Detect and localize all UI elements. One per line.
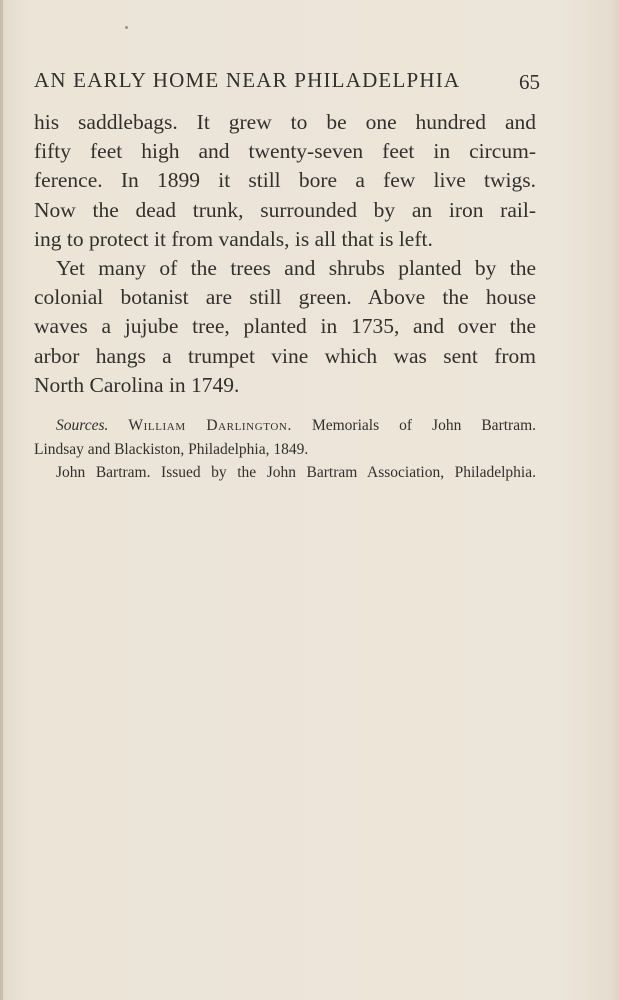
body-line: his saddlebags. It grew to be one hundred and <box>34 110 536 134</box>
body-line: North Carolina in 1749. <box>34 372 240 397</box>
sources-label: Sources. <box>56 417 109 434</box>
sources-title: Memorials of John Bartram. <box>311 417 537 434</box>
body-line: ing to protect it from vandals, is all that is left. <box>34 226 433 251</box>
body-line: ference. In 1899 it still bore a few live twigs. <box>34 168 536 193</box>
sources-section <box>34 414 536 485</box>
body-line: Yet many of the trees and shrubs planted by the <box>56 255 536 280</box>
sources-line: John Bartram. Issued by the John Bartram Association, Philadelphia. <box>56 464 536 481</box>
paper-speck <box>125 26 128 29</box>
body-line: colonial botanist are still green. Above the house <box>34 285 536 310</box>
sources-line: Lindsay and Blackiston, Philadelphia, 1849. <box>34 440 309 458</box>
running-title: AN EARLY HOME NEAR PHILADELPHIA <box>34 68 461 92</box>
running-head <box>34 68 540 96</box>
body-text <box>34 108 536 400</box>
body-line: Now the dead trunk, surrounded by an iron rail- <box>34 197 536 222</box>
sources-line <box>34 414 536 438</box>
page-number: 65 <box>519 70 540 94</box>
page-gutter-edge <box>0 0 3 1000</box>
body-line: fifty feet high and twenty-seven feet in circum- <box>34 139 536 164</box>
body-line: arbor hangs a trumpet vine which was sent from <box>34 343 536 368</box>
sources-author: William Darlington. <box>128 417 292 434</box>
body-line: waves a jujube tree, planted in 1735, and over the <box>34 314 536 339</box>
